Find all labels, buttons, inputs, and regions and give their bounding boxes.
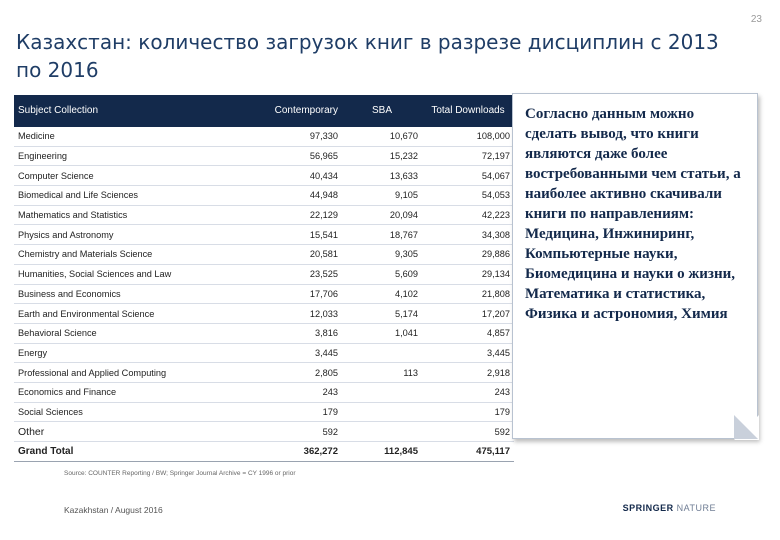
table-row xyxy=(14,166,514,186)
cell-subject: Engineering xyxy=(14,146,250,166)
note-fold xyxy=(734,415,758,439)
cell-sba: 13,633 xyxy=(342,166,422,186)
cell-subject: Medicine xyxy=(14,127,250,146)
table-row xyxy=(14,284,514,304)
cell-sba: 1,041 xyxy=(342,323,422,343)
cell-sba xyxy=(342,422,422,442)
cell-contemporary: 56,965 xyxy=(250,146,342,166)
cell-sba: 10,670 xyxy=(342,127,422,146)
table-row xyxy=(14,323,514,343)
downloads-table xyxy=(14,95,514,462)
table-row xyxy=(14,422,514,442)
cell-contemporary: 15,541 xyxy=(250,225,342,245)
header-contemporary: Contemporary xyxy=(250,95,342,127)
cell-sba: 5,174 xyxy=(342,304,422,324)
cell-sba: 112,845 xyxy=(342,442,422,462)
table-row xyxy=(14,343,514,363)
cell-contemporary: 22,129 xyxy=(250,205,342,225)
source-note: Source: COUNTER Reporting / BW; Springer Journal Archive = CY 1996 or prior xyxy=(64,470,296,477)
cell-subject: Business and Economics xyxy=(14,284,250,304)
cell-sba xyxy=(342,402,422,422)
table-row xyxy=(14,264,514,284)
cell-subject: Mathematics and Statistics xyxy=(14,205,250,225)
cell-total: 2,918 xyxy=(422,363,514,383)
cell-total: 54,053 xyxy=(422,186,514,206)
table-row xyxy=(14,146,514,166)
cell-sba xyxy=(342,343,422,363)
table-row xyxy=(14,127,514,146)
cell-total: 54,067 xyxy=(422,166,514,186)
conclusion-note xyxy=(512,93,758,439)
cell-sba: 15,232 xyxy=(342,146,422,166)
footer-text: Kazakhstan / August 2016 xyxy=(64,505,163,515)
table-row xyxy=(14,442,514,462)
cell-contemporary: 592 xyxy=(250,422,342,442)
cell-total: 29,886 xyxy=(422,245,514,265)
cell-contemporary: 20,581 xyxy=(250,245,342,265)
cell-subject: Other xyxy=(14,422,250,442)
conclusion-text: Согласно данным можно сделать вывод, что книги являются даже более востребованными чем статьи, а наиболее активно скачивали книги по направлениям: Медицина, Инжиниринг, Компьютерные науки, Биомедицина и науки о жизни, Математика и статистика, Физика и астрономия, Химия xyxy=(525,106,741,322)
cell-sba: 18,767 xyxy=(342,225,422,245)
cell-contemporary: 3,445 xyxy=(250,343,342,363)
cell-total: 3,445 xyxy=(422,343,514,363)
cell-total: 29,134 xyxy=(422,264,514,284)
table-row xyxy=(14,402,514,422)
cell-contemporary: 2,805 xyxy=(250,363,342,383)
springer-nature-logo xyxy=(623,503,716,513)
page-title: Казахстан: количество загрузок книг в разрезе дисциплин с 2013 по 2016 xyxy=(16,30,719,82)
cell-subject: Social Sciences xyxy=(14,402,250,422)
logo-part-nature: NATURE xyxy=(676,503,716,513)
cell-subject: Biomedical and Life Sciences xyxy=(14,186,250,206)
table-header-row xyxy=(14,95,514,127)
cell-total: 243 xyxy=(422,382,514,402)
table-row xyxy=(14,363,514,383)
cell-sba: 4,102 xyxy=(342,284,422,304)
cell-total: 21,808 xyxy=(422,284,514,304)
header-subject-collection: Subject Collection xyxy=(14,95,250,127)
cell-total: 179 xyxy=(422,402,514,422)
cell-total: 17,207 xyxy=(422,304,514,324)
table-body xyxy=(14,127,514,461)
cell-contemporary: 40,434 xyxy=(250,166,342,186)
cell-subject: Chemistry and Materials Science xyxy=(14,245,250,265)
cell-subject: Earth and Environmental Science xyxy=(14,304,250,324)
cell-total: 34,308 xyxy=(422,225,514,245)
cell-contemporary: 17,706 xyxy=(250,284,342,304)
cell-sba xyxy=(342,382,422,402)
cell-total: 4,857 xyxy=(422,323,514,343)
table-row xyxy=(14,186,514,206)
cell-subject: Physics and Astronomy xyxy=(14,225,250,245)
cell-contemporary: 179 xyxy=(250,402,342,422)
cell-total: 108,000 xyxy=(422,127,514,146)
cell-subject: Economics and Finance xyxy=(14,382,250,402)
cell-sba: 113 xyxy=(342,363,422,383)
logo-part-springer: SPRINGER xyxy=(622,503,674,513)
cell-sba: 5,609 xyxy=(342,264,422,284)
cell-total: 475,117 xyxy=(422,442,514,462)
table-row xyxy=(14,304,514,324)
cell-contemporary: 97,330 xyxy=(250,127,342,146)
page-number: 23 xyxy=(750,14,762,25)
cell-subject: Grand Total xyxy=(14,442,250,462)
cell-contemporary: 12,033 xyxy=(250,304,342,324)
downloads-table-container xyxy=(14,95,510,462)
cell-total: 72,197 xyxy=(422,146,514,166)
cell-contemporary: 44,948 xyxy=(250,186,342,206)
cell-subject: Professional and Applied Computing xyxy=(14,363,250,383)
cell-subject: Computer Science xyxy=(14,166,250,186)
cell-subject: Humanities, Social Sciences and Law xyxy=(14,264,250,284)
cell-contemporary: 3,816 xyxy=(250,323,342,343)
table-row xyxy=(14,205,514,225)
cell-sba: 20,094 xyxy=(342,205,422,225)
cell-contemporary: 362,272 xyxy=(250,442,342,462)
cell-subject: Energy xyxy=(14,343,250,363)
header-sba: SBA xyxy=(342,95,422,127)
cell-total: 42,223 xyxy=(422,205,514,225)
table-row xyxy=(14,225,514,245)
cell-contemporary: 243 xyxy=(250,382,342,402)
cell-total: 592 xyxy=(422,422,514,442)
header-total-downloads: Total Downloads xyxy=(422,95,514,127)
cell-subject: Behavioral Science xyxy=(14,323,250,343)
cell-sba: 9,105 xyxy=(342,186,422,206)
cell-sba: 9,305 xyxy=(342,245,422,265)
cell-contemporary: 23,525 xyxy=(250,264,342,284)
table-row xyxy=(14,382,514,402)
table-row xyxy=(14,245,514,265)
